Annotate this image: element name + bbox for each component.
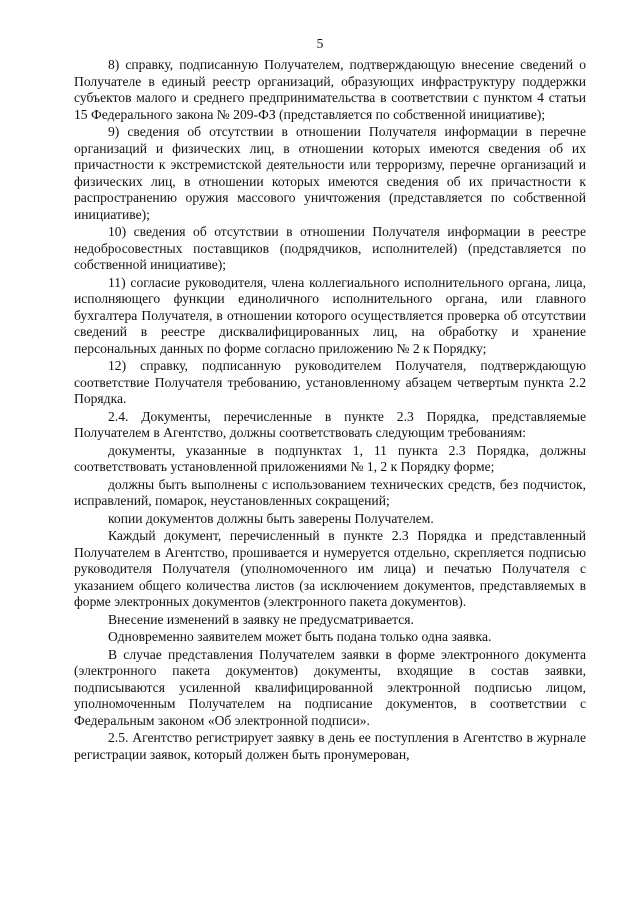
paragraph-binding: Каждый документ, перечисленный в пункте 2.3 Порядка и представленный Получателем в Агентство, прошивается и нумеруется отдельно, скрепляется подписью руководителя Получателя (уполномоченного им лица) и печатью Получателя с указанием общего количества листов (за исключением документов, представляемых в форме электронных документов (электронного пакета документов). <box>74 528 586 609</box>
paragraph-section-2-5: 2.5. Агентство регистрирует заявку в день ее поступления в Агентство в журнале регистрации заявок, который должен быть пронумерован, <box>74 730 586 762</box>
paragraph-requirement-forms: документы, указанные в подпунктах 1, 11 пункта 2.3 Порядка, должны соответствовать установленной приложениями № 1, 2 к Порядку форме; <box>74 442 586 474</box>
paragraph-requirement-copies: копии документов должны быть заверены Получателем. <box>108 510 434 526</box>
paragraph-item-10: 10) сведения об отсутствии в отношении Получателя информации в реестре недобросовестных поставщиков (подрядчиков, исполнителей) (представляется по собственной инициативе); <box>74 224 586 272</box>
paragraph-section-2-4: 2.4. Документы, перечисленные в пункте 2.3 Порядка, представляемые Получателем в Агентство, должны соответствовать следующим требованиям: <box>74 408 586 440</box>
page-number: 5 <box>316 36 324 51</box>
paragraph-electronic: В случае представления Получателем заявки в форме электронного документа (электронного пакета документов) документы, входящие в состав заявки, подписываются усиленной квалифицированной электронной подписью лицом, уполномоченным Получателем на подписание документов, в соответствии с Федеральным законом «Об электронной подписи». <box>74 646 586 728</box>
paragraph-item-12: 12) справку, подписанную руководителем Получателя, подтверждающую соответствие Получателя требованию, установленному абзацем четвертым пункта 2.2 Порядка. <box>74 358 586 406</box>
paragraph-requirement-technical: должны быть выполнены с использованием технических средств, без подчисток, исправлений, помарок, неустановленных сокращений; <box>74 476 586 508</box>
paragraph-item-11: 11) согласие руководителя, члена коллегиального исполнительного органа, лица, исполняющего функции единоличного исполнительного органа, или главного бухгалтера Получателя, в отношении которого осуществляется проверка об отсутствии сведений в реестре дисквалифицированных лиц, на обработку и хранение персональных данных по форме согласно приложению № 2 к Порядку; <box>74 274 586 356</box>
paragraph-item-8: 8) справку, подписанную Получателем, подтверждающую внесение сведений о Получателе в единый реестр организаций, образующих инфраструктуру поддержки субъектов малого и среднего предпринимательства в соответствии с пунктом 4 статьи 15 Федерального закона № 209-ФЗ (представляется по собственной инициативе); <box>74 57 586 122</box>
paragraph-no-changes: Внесение изменений в заявку не предусматривается. <box>108 611 414 627</box>
paragraph-item-9: 9) сведения об отсутствии в отношении Получателя информации в перечне организаций и физических лиц, в отношении которых имеются сведения об их причастности к экстремистской деятельности или терроризму, перечне организаций и физических лиц, в отношении которых имеются сведения об их причастности к распространению оружия массового уничтожения (представляется по собственной инициативе); <box>74 124 586 222</box>
paragraph-single-application: Одновременно заявителем может быть подана только одна заявка. <box>108 629 492 644</box>
document-body <box>74 57 586 764</box>
